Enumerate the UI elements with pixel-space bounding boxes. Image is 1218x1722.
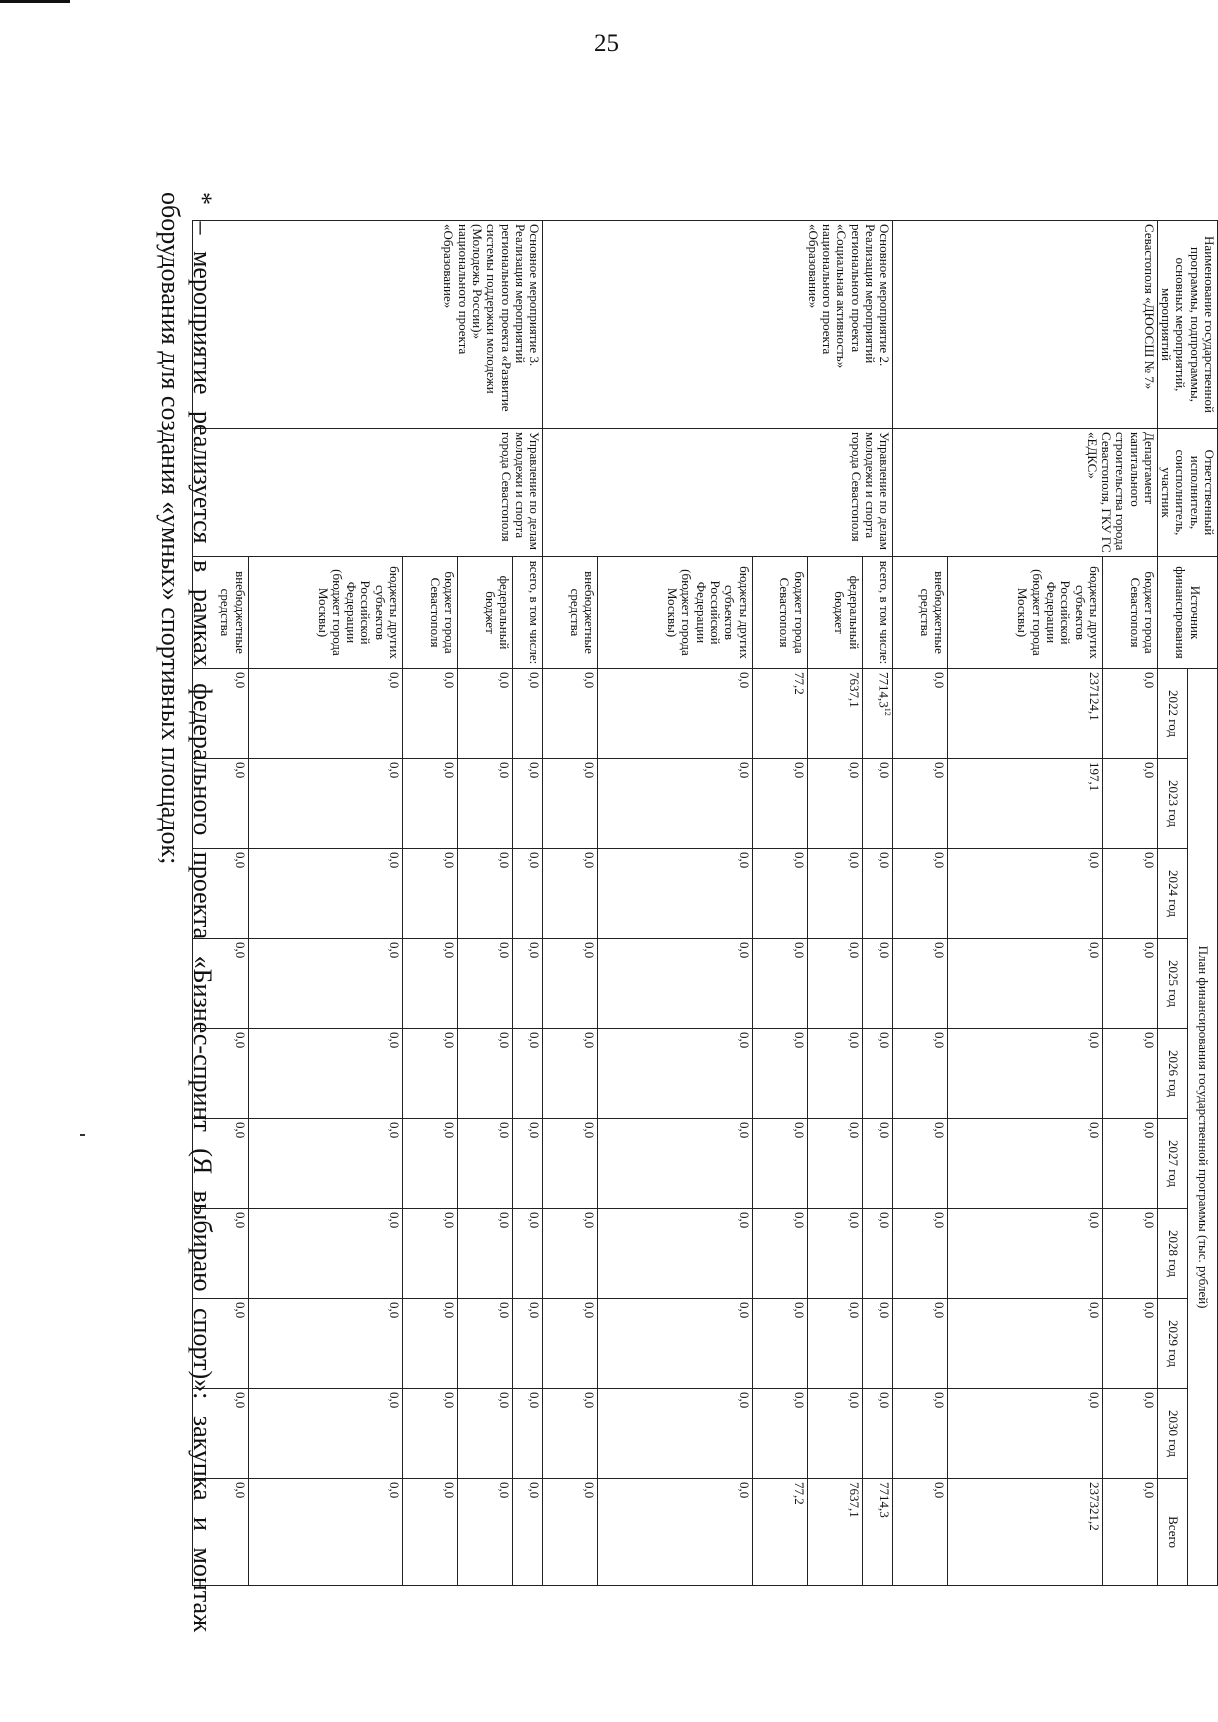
- amount-value: 0,0: [932, 1212, 948, 1229]
- amount-value: 0,0: [527, 852, 543, 869]
- amount-value: 0,0: [387, 1392, 403, 1409]
- amount-cell: [948, 1389, 1103, 1479]
- amount-value: 0,0: [387, 1212, 403, 1229]
- amount-value: 0,0: [497, 1032, 513, 1049]
- amount-cell: [403, 1029, 458, 1119]
- header-year: 2030 год: [1157, 1389, 1187, 1479]
- amount-cell: [248, 1389, 403, 1479]
- amount-value: 0,0: [932, 1392, 948, 1409]
- amount-value: 0,0: [877, 1212, 893, 1229]
- amount-value: 0,0: [232, 1482, 248, 1499]
- amount-cell: [403, 1209, 458, 1299]
- amount-cell: [893, 939, 948, 1029]
- amount-cell: [893, 1209, 948, 1299]
- amount-cell: [248, 1119, 403, 1209]
- amount-value: 0,0: [846, 1302, 862, 1319]
- amount-cell: [1102, 1299, 1157, 1389]
- amount-value: 0,0: [232, 672, 248, 689]
- amount-value: 0,0: [582, 1302, 598, 1319]
- amount-cell: [862, 1389, 893, 1479]
- amount-value: 0,0: [1141, 1302, 1157, 1319]
- header-executor: Ответственный исполнитель, соисполнитель, участник: [1157, 429, 1217, 557]
- amount-value: 0,0: [1141, 1392, 1157, 1409]
- header-year: 2024 год: [1157, 849, 1187, 939]
- amount-value: 0,0: [497, 1302, 513, 1319]
- amount-value: 0,0: [791, 1392, 807, 1409]
- amount-cell: [948, 669, 1103, 759]
- amount-value: 0,0: [527, 762, 543, 779]
- funding-source: внебюджетные средства: [193, 557, 248, 669]
- amount-cell: [513, 669, 543, 759]
- amount-cell: [752, 759, 807, 849]
- amount-cell: [893, 1299, 948, 1389]
- amount-value: 0,0: [582, 672, 598, 689]
- amount-value: 0,0: [527, 1392, 543, 1409]
- amount-value: 0,0: [736, 1482, 752, 1499]
- table-row: [1102, 221, 1157, 1586]
- amount-cell: [752, 1479, 807, 1586]
- funding-source: бюджет города Севастополя: [752, 557, 807, 669]
- amount-cell: [543, 1389, 598, 1479]
- amount-value: 0,0: [442, 1212, 458, 1229]
- amount-value: 77,2: [791, 1482, 807, 1505]
- amount-value: 0,0: [791, 762, 807, 779]
- amount-cell: [598, 849, 753, 939]
- amount-cell: [598, 759, 753, 849]
- amount-value: 77,2: [791, 672, 807, 695]
- amount-cell: [862, 939, 893, 1029]
- amount-cell: [598, 1389, 753, 1479]
- amount-value: 0,0: [736, 762, 752, 779]
- header-year: 2029 год: [1157, 1299, 1187, 1389]
- amount-cell: [807, 939, 862, 1029]
- amount-value: 0,0: [932, 762, 948, 779]
- amount-value: 0,0: [877, 1122, 893, 1139]
- amount-cell: [1102, 1209, 1157, 1299]
- amount-value: 0,0: [1141, 1122, 1157, 1139]
- amount-cell: [403, 759, 458, 849]
- amount-cell: [893, 759, 948, 849]
- amount-cell: [807, 1119, 862, 1209]
- amount-value: 0,0: [232, 762, 248, 779]
- amount-cell: [948, 1479, 1103, 1586]
- amount-cell: [893, 1119, 948, 1209]
- executor: Управление по делам молодежи и спорта города Севастополя: [543, 429, 893, 557]
- funding-source: всего, в том числе:: [862, 557, 893, 669]
- amount-value: 0,0: [736, 1032, 752, 1049]
- header-year: 2022 год: [1157, 669, 1187, 759]
- amount-value: 0,0: [1086, 1302, 1102, 1319]
- amount-value: 0,0: [932, 1122, 948, 1139]
- amount-value: 0,0: [846, 942, 862, 959]
- amount-value: 0,0: [932, 1302, 948, 1319]
- amount-cell: [752, 939, 807, 1029]
- amount-cell: [458, 759, 513, 849]
- amount-value: 7637,1: [846, 1482, 862, 1518]
- amount-value: 0,0: [582, 1122, 598, 1139]
- amount-value: 0,0: [791, 1032, 807, 1049]
- amount-cell: [1102, 1479, 1157, 1586]
- amount-value: 0,0: [1086, 1392, 1102, 1409]
- amount-value: 7714,3: [877, 1482, 893, 1518]
- amount-cell: [513, 1029, 543, 1119]
- activity-name: Основное мероприятие 3. Реализация мероприятий регионального проекта «Развитие системы поддержки молодежи (Молодежь России)» национального проекта «Образование»: [193, 221, 543, 429]
- amount-value: 0,0: [232, 852, 248, 869]
- amount-cell: [403, 939, 458, 1029]
- amount-value: 0,0: [736, 1212, 752, 1229]
- amount-cell: [862, 849, 893, 939]
- header-year: 2026 год: [1157, 1029, 1187, 1119]
- amount-cell: [403, 1479, 458, 1586]
- amount-value: 0,0: [1141, 1212, 1157, 1229]
- header-source: Источник финансирования: [1157, 557, 1217, 669]
- header-name: Наименование государственной программы, подпрограммы, основных мероприятий, мероприятий: [1157, 221, 1217, 429]
- amount-cell: [513, 939, 543, 1029]
- amount-cell: [893, 1029, 948, 1119]
- amount-cell: [948, 1029, 1103, 1119]
- funding-source: бюджеты других субъектов Российской Федерации (бюджет города Москвы): [248, 557, 403, 669]
- amount-cell: [543, 1029, 598, 1119]
- amount-value: 0,0: [442, 1482, 458, 1499]
- amount-cell: [1102, 669, 1157, 759]
- amount-value: 0,0: [791, 1122, 807, 1139]
- amount-value: 237124,1: [1086, 672, 1102, 721]
- amount-value: 0,0: [1086, 1212, 1102, 1229]
- amount-value: 0,0: [1086, 1122, 1102, 1139]
- amount-cell: [807, 1389, 862, 1479]
- amount-value: 0,0: [497, 1212, 513, 1229]
- amount-cell: [513, 1389, 543, 1479]
- executor: Управление по делам молодежи и спорта города Севастополя: [193, 429, 543, 557]
- amount-value: 0,0: [497, 1392, 513, 1409]
- amount-cell: [752, 1389, 807, 1479]
- amount-cell: [807, 1209, 862, 1299]
- amount-cell: [893, 1479, 948, 1586]
- executor: Департамент капитального строительства города Севастополя, ГКУ ГС «ЕДКС»: [893, 429, 1158, 557]
- amount-value: 0,0: [527, 672, 543, 689]
- amount-cell: [403, 1119, 458, 1209]
- amount-value: 0,0: [846, 1122, 862, 1139]
- amount-value: 7714,3: [876, 672, 892, 708]
- amount-value: 0,0: [736, 852, 752, 869]
- amount-cell: [598, 1119, 753, 1209]
- amount-value: 0,0: [232, 942, 248, 959]
- amount-cell: [513, 759, 543, 849]
- amount-cell: [513, 1119, 543, 1209]
- funding-source: бюджеты других субъектов Российской Федерации (бюджет города Москвы): [598, 557, 753, 669]
- amount-value: 0,0: [846, 852, 862, 869]
- page-number: 25: [594, 30, 619, 57]
- amount-value: 0,0: [1086, 1032, 1102, 1049]
- amount-value: 0,0: [442, 1392, 458, 1409]
- funding-source: федеральный бюджет: [458, 557, 513, 669]
- amount-cell: [893, 1389, 948, 1479]
- amount-value: 0,0: [527, 1122, 543, 1139]
- amount-cell: [1102, 849, 1157, 939]
- amount-value: 0,0: [736, 1392, 752, 1409]
- amount-cell: [513, 1209, 543, 1299]
- header-year: Всего: [1157, 1479, 1187, 1586]
- amount-cell: [598, 939, 753, 1029]
- amount-value: 0,0: [1141, 762, 1157, 779]
- amount-value: 0,0: [527, 1032, 543, 1049]
- amount-value: 0,0: [736, 942, 752, 959]
- amount-value: 0,0: [497, 942, 513, 959]
- amount-cell: [458, 669, 513, 759]
- amount-value: 0,0: [497, 852, 513, 869]
- amount-cell: [862, 1299, 893, 1389]
- amount-value: 0,0: [497, 762, 513, 779]
- funding-source: внебюджетные средства: [543, 557, 598, 669]
- amount-cell: [752, 1029, 807, 1119]
- header-year: 2028 год: [1157, 1209, 1187, 1299]
- financing-table: [192, 220, 1218, 1586]
- amount-value: 0,0: [387, 672, 403, 689]
- amount-cell: [248, 1209, 403, 1299]
- funding-source: всего, в том числе:: [513, 557, 543, 669]
- amount-value: 0,0: [232, 1032, 248, 1049]
- table-body: [193, 221, 1157, 1586]
- amount-cell: [862, 669, 893, 759]
- amount-cell: [543, 1479, 598, 1586]
- amount-value: 0,0: [387, 1032, 403, 1049]
- amount-cell: [248, 939, 403, 1029]
- amount-value: 0,0: [736, 1122, 752, 1139]
- amount-value: 0,0: [846, 1212, 862, 1229]
- amount-cell: [1102, 759, 1157, 849]
- amount-cell: [862, 759, 893, 849]
- amount-value: 0,0: [582, 1392, 598, 1409]
- amount-value: 0,0: [497, 1122, 513, 1139]
- amount-cell: [807, 1299, 862, 1389]
- amount-cell: [948, 1299, 1103, 1389]
- amount-value: 0,0: [877, 1032, 893, 1049]
- amount-cell: [1102, 939, 1157, 1029]
- amount-cell: [513, 849, 543, 939]
- amount-value: 0,0: [1141, 942, 1157, 959]
- amount-cell: [458, 849, 513, 939]
- amount-cell: [543, 1209, 598, 1299]
- amount-value: 0,0: [582, 1212, 598, 1229]
- amount-value: 0,0: [791, 942, 807, 959]
- amount-value: 0,0: [442, 1122, 458, 1139]
- amount-cell: [543, 669, 598, 759]
- amount-value: 0,0: [846, 1392, 862, 1409]
- amount-value: 0,0: [877, 1392, 893, 1409]
- amount-cell: [807, 759, 862, 849]
- amount-cell: [248, 759, 403, 849]
- amount-value: 0,0: [932, 942, 948, 959]
- amount-cell: [543, 939, 598, 1029]
- amount-cell: [598, 1029, 753, 1119]
- amount-cell: [1102, 1389, 1157, 1479]
- amount-cell: [862, 1029, 893, 1119]
- amount-value: 0,0: [791, 1302, 807, 1319]
- amount-cell: [458, 1479, 513, 1586]
- amount-cell: [893, 849, 948, 939]
- funding-source: бюджеты других субъектов Российской Федерации (бюджет города Москвы): [948, 557, 1103, 669]
- amount-cell: [543, 1119, 598, 1209]
- amount-cell: [248, 1029, 403, 1119]
- amount-value: 0,0: [1141, 1482, 1157, 1499]
- amount-cell: [403, 849, 458, 939]
- amount-cell: [458, 1299, 513, 1389]
- amount-value: 0,0: [932, 852, 948, 869]
- amount-cell: [248, 1299, 403, 1389]
- amount-cell: [403, 1389, 458, 1479]
- amount-cell: [248, 849, 403, 939]
- amount-value: 0,0: [442, 1302, 458, 1319]
- amount-cell: [543, 1299, 598, 1389]
- amount-cell: [893, 669, 948, 759]
- header-year: 2027 год: [1157, 1119, 1187, 1209]
- amount-value: 0,0: [497, 672, 513, 689]
- amount-value: 0,0: [582, 1032, 598, 1049]
- amount-cell: [458, 1029, 513, 1119]
- amount-cell: [543, 849, 598, 939]
- amount-cell: [513, 1299, 543, 1389]
- amount-value: 0,0: [387, 942, 403, 959]
- amount-cell: [598, 1479, 753, 1586]
- amount-cell: [752, 1119, 807, 1209]
- footnote: [155, 192, 218, 1632]
- amount-value: 0,0: [877, 852, 893, 869]
- amount-value: 197,1: [1086, 762, 1102, 792]
- amount-value: 0,0: [387, 1302, 403, 1319]
- amount-value: 0,0: [387, 1482, 403, 1499]
- amount-value: 0,0: [1141, 672, 1157, 689]
- funding-source: бюджет города Севастополя: [1102, 557, 1157, 669]
- amount-value: 0,0: [387, 852, 403, 869]
- amount-value: 0,0: [582, 762, 598, 779]
- amount-value: 0,0: [527, 942, 543, 959]
- amount-cell: [948, 1119, 1103, 1209]
- amount-cell: [248, 1479, 403, 1586]
- amount-cell: [948, 1209, 1103, 1299]
- amount-cell: [1102, 1029, 1157, 1119]
- amount-cell: [948, 849, 1103, 939]
- amount-value: 0,0: [387, 1122, 403, 1139]
- funding-source: внебюджетные средства: [893, 557, 948, 669]
- amount-cell: [458, 1119, 513, 1209]
- amount-value: 0,0: [442, 672, 458, 689]
- amount-value: 0,0: [736, 1302, 752, 1319]
- amount-value: 0,0: [527, 1482, 543, 1499]
- rotated-page: [156, 112, 1218, 1672]
- amount-value: 0,0: [877, 942, 893, 959]
- amount-cell: [948, 939, 1103, 1029]
- amount-value: 0,0: [442, 762, 458, 779]
- scan-mark: [80, 1134, 85, 1136]
- amount-value: 0,0: [497, 1482, 513, 1499]
- amount-value: 0,0: [877, 762, 893, 779]
- amount-value: 0,0: [232, 1302, 248, 1319]
- superscript-note: 12: [883, 707, 893, 716]
- amount-value: 237321,2: [1086, 1482, 1102, 1531]
- amount-value: 0,0: [791, 852, 807, 869]
- amount-value: 0,0: [232, 1212, 248, 1229]
- amount-cell: [403, 1299, 458, 1389]
- amount-cell: [458, 1209, 513, 1299]
- amount-value: 0,0: [932, 1482, 948, 1499]
- amount-value: 0,0: [582, 852, 598, 869]
- amount-cell: [598, 1209, 753, 1299]
- amount-cell: [543, 759, 598, 849]
- amount-value: 0,0: [387, 762, 403, 779]
- amount-cell: [807, 849, 862, 939]
- amount-value: 0,0: [1141, 1032, 1157, 1049]
- amount-cell: [598, 1299, 753, 1389]
- amount-value: 0,0: [442, 1032, 458, 1049]
- footnote-text: * – мероприятие реализуется в рамках федерального проекта «Бизнес-спринт (Я выбираю спорт)»: закупка и монтаж оборудования для создания «умных» спортивных площадок;: [156, 192, 217, 1632]
- amount-value: 0,0: [1086, 942, 1102, 959]
- amount-cell: [862, 1119, 893, 1209]
- activity-name: Основное мероприятие 2. Реализация мероприятий регионального проекта «Социальная активность» национального проекта «Образование»: [543, 221, 893, 429]
- amount-cell: [458, 1389, 513, 1479]
- funding-source: бюджет города Севастополя: [403, 557, 458, 669]
- table-row: [862, 221, 893, 1586]
- top-rule: [0, 0, 70, 3]
- amount-cell: [752, 1209, 807, 1299]
- amount-cell: [752, 849, 807, 939]
- amount-value: 0,0: [582, 942, 598, 959]
- amount-value: 0,0: [442, 852, 458, 869]
- amount-value: 0,0: [932, 1032, 948, 1049]
- header-plan: План финансирования государственной программы (тыс. рублей): [1187, 669, 1217, 1586]
- amount-value: 0,0: [1086, 852, 1102, 869]
- amount-cell: [513, 1479, 543, 1586]
- amount-value: 0,0: [791, 1212, 807, 1229]
- amount-cell: [458, 939, 513, 1029]
- amount-value: 0,0: [932, 672, 948, 689]
- amount-value: 0,0: [846, 762, 862, 779]
- amount-value: 0,0: [736, 672, 752, 689]
- amount-cell: [807, 1479, 862, 1586]
- amount-value: 0,0: [232, 1392, 248, 1409]
- amount-cell: [248, 669, 403, 759]
- table-row: [513, 221, 543, 1586]
- amount-cell: [598, 669, 753, 759]
- amount-value: 0,0: [582, 1482, 598, 1499]
- amount-value: 0,0: [877, 1302, 893, 1319]
- header-year: 2025 год: [1157, 939, 1187, 1029]
- amount-cell: [807, 669, 862, 759]
- header-year: 2023 год: [1157, 759, 1187, 849]
- amount-cell: [862, 1209, 893, 1299]
- amount-value: 0,0: [232, 1122, 248, 1139]
- amount-cell: [807, 1029, 862, 1119]
- amount-cell: [403, 669, 458, 759]
- amount-cell: [1102, 1119, 1157, 1209]
- amount-cell: [752, 1299, 807, 1389]
- amount-value: 0,0: [1141, 852, 1157, 869]
- amount-cell: [948, 759, 1103, 849]
- amount-value: 0,0: [442, 942, 458, 959]
- amount-value: 0,0: [846, 1032, 862, 1049]
- amount-value: 0,0: [527, 1212, 543, 1229]
- funding-source: федеральный бюджет: [807, 557, 862, 669]
- amount-value: 0,0: [527, 1302, 543, 1319]
- amount-cell: [862, 1479, 893, 1586]
- amount-cell: [752, 669, 807, 759]
- activity-name: Севастополя «ДЮОСШ № 7»: [893, 221, 1158, 429]
- amount-value: 7637,1: [846, 672, 862, 708]
